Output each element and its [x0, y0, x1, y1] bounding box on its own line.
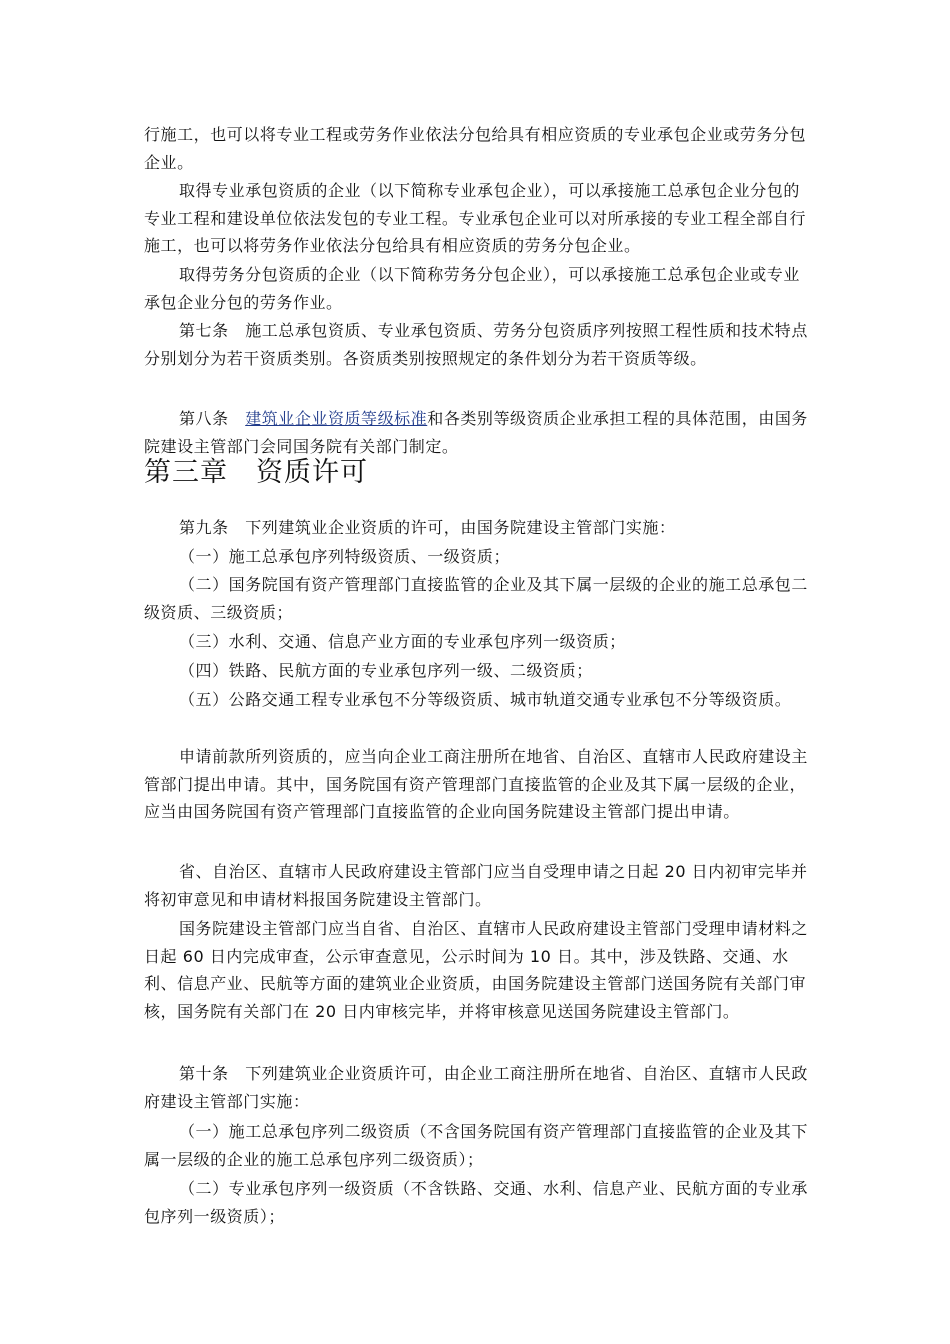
article-9-item-2: （二）国务院国有资产管理部门直接监管的企业及其下属一层级的企业的施工总承包二级资质、三级资质； — [144, 575, 808, 622]
chapter-title: 第三章 资质许可 — [144, 457, 368, 488]
paragraph-application: 申请前款所列资质的，应当向企业工商注册所在地省、自治区、直辖市人民政府建设主管部门提出申请。其中，国务院国有资产管理部门直接监管的企业及其下属一层级的企业，应当由国务院国有资产管理部门直接监管的企业向国务院建设主管部门提出申请。 — [144, 747, 808, 821]
article-8 — [144, 405, 808, 460]
article-9-item-5: （五）公路交通工程专业承包不分等级资质、城市轨道交通专业承包不分等级资质。 — [179, 690, 792, 709]
qualification-standard-link[interactable]: 建筑业企业资质等级标准 — [245, 409, 428, 428]
article-10-item-1: （一）施工总承包序列二级资质（不含国务院国有资产管理部门直接监管的企业及其下属一层级的企业的施工总承包序列二级资质）； — [144, 1122, 808, 1169]
article-9: 第九条 下列建筑业企业资质的许可，由国务院建设主管部门实施： — [179, 518, 676, 537]
paragraph-professional-contracting: 取得专业承包资质的企业（以下简称专业承包企业），可以承接施工总承包企业分包的专业工程和建设单位依法发包的专业工程。专业承包企业可以对所承接的专业工程全部自行施工，也可以将劳务作业依法分包给具有相应资质的劳务分包企业。 — [144, 181, 807, 255]
article-8-prefix: 第八条 — [179, 409, 246, 428]
paragraph-continuation: 行施工，也可以将专业工程或劳务作业依法分包给具有相应资质的专业承包企业或劳务分包企业。 — [144, 125, 807, 172]
article-9-item-3: （三）水利、交通、信息产业方面的专业承包序列一级资质； — [179, 632, 626, 651]
paragraph-provincial-review: 省、自治区、直辖市人民政府建设主管部门应当自受理申请之日起 20 日内初审完毕并将初审意见和申请材料报国务院建设主管部门。 — [144, 862, 808, 909]
article-9-item-1: （一）施工总承包序列特级资质、一级资质； — [179, 547, 511, 566]
article-8-suffix: 和各类别等级资质企业承担工程的具体范围，由国务院建设主管部门会同国务院有关部门制定。 — [144, 409, 808, 456]
article-10: 第十条 下列建筑业企业资质许可，由企业工商注册所在地省、自治区、直辖市人民政府建设主管部门实施： — [144, 1064, 808, 1111]
paragraph-national-review: 国务院建设主管部门应当自省、自治区、直辖市人民政府建设主管部门受理申请材料之日起 60 日内完成审查，公示审查意见，公示时间为 10 日。其中，涉及铁路、交通、水利、信息产业、民航等方面的建筑业企业资质，由国务院建设主管部门送国务院有关部门审核，国务院有关部门在 20 日内审核完毕，并将审核意见送国务院建设主管部门。 — [144, 919, 808, 1021]
article-10-item-2: （二）专业承包序列一级资质（不含铁路、交通、水利、信息产业、民航方面的专业承包序列一级资质）； — [144, 1179, 808, 1226]
article-7: 第七条 施工总承包资质、专业承包资质、劳务分包资质序列按照工程性质和技术特点分别划分为若干资质类别。各资质类别按照规定的条件划分为若干资质等级。 — [144, 321, 808, 368]
article-9-item-4: （四）铁路、民航方面的专业承包序列一级、二级资质； — [179, 661, 593, 680]
paragraph-labor-subcontracting: 取得劳务分包资质的企业（以下简称劳务分包企业），可以承接施工总承包企业或专业承包企业分包的劳务作业。 — [144, 265, 800, 312]
